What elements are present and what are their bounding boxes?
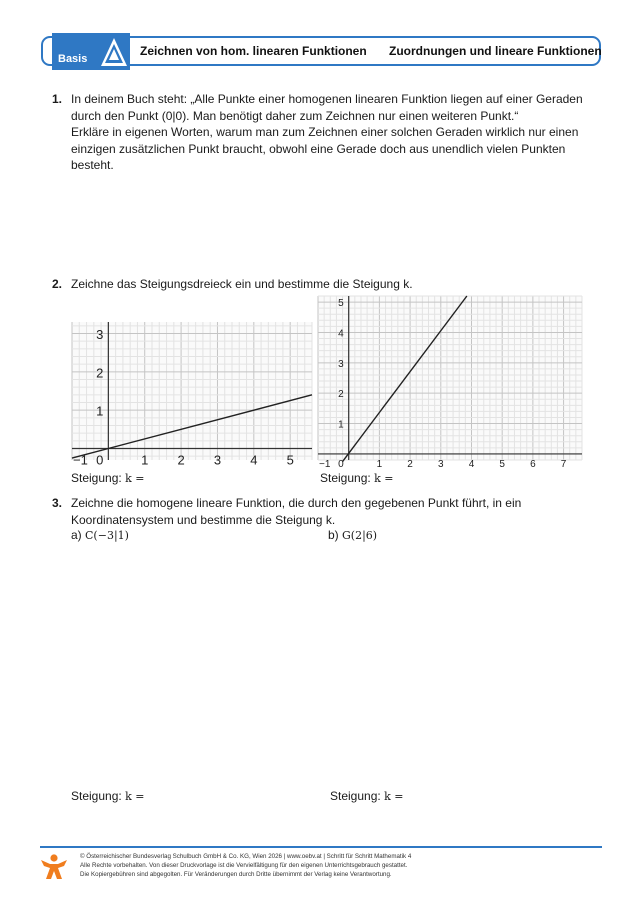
task-2-text: Zeichne das Steigungsdreieck ein und bestimme die Steigung k. [71, 277, 413, 291]
x-tick-label: 5 [286, 452, 294, 468]
y-tick-label: 5 [338, 298, 344, 310]
x-tick-label: 2 [177, 452, 185, 468]
y-tick-label: 4 [338, 328, 344, 340]
publisher-logo-icon [40, 853, 68, 886]
task-1-line: In deinem Buch steht: „Alle Punkte einer homogenen linearen Funktion liegen auf einer Geraden [71, 92, 583, 106]
task-3-line: Zeichne die homogene lineare Funktion, die durch den gegebenen Punkt führt, in ein [71, 496, 522, 510]
x-tick-label: 4 [468, 458, 475, 470]
task-1-line: durch den Punkt (0|0). Man benötigt daher zum Zeichnen nur einen weiteren Punkt.“ [71, 108, 519, 123]
task-1-line: Erkläre in eigenen Worten, warum man zum Zeichnen einer solchen Geraden wirklich nur einen [71, 125, 579, 139]
x-tick-label: 5 [499, 458, 505, 470]
x-tick-label: 7 [560, 458, 567, 470]
part-a-label: a) [71, 528, 82, 542]
slope-answer-3a [71, 788, 144, 806]
x-tick-label: 1 [141, 452, 149, 468]
footer-divider [40, 846, 602, 848]
slope-variable: k = [125, 472, 145, 485]
task-1-line: besteht. [71, 158, 114, 172]
slope-label: Steigung: [320, 471, 371, 485]
y-tick-label: 1 [96, 403, 104, 419]
slope-answer-3b [330, 788, 403, 806]
slope-variable: k = [384, 790, 404, 803]
slope-variable: k = [374, 472, 394, 485]
slope-label: Steigung: [71, 471, 122, 485]
task-3-text [71, 495, 521, 528]
x-tick-label: 1 [376, 458, 383, 470]
footer-copyright: © Österreichischer Bundesverlag Schulbuch GmbH & Co. KG, Wien 2026 | www.oebv.at | Schritt für Schritt Mathematik 4 [80, 853, 412, 860]
task-1-line: einzigen zusätzlichen Punkt braucht, obwohl eine Gerade doch aus unendlich vielen Punkten [71, 141, 566, 156]
part-b-label: b) [328, 528, 339, 542]
slope-answer-graph-b [320, 470, 393, 488]
footer-rights: Alle Rechte vorbehalten. Von dieser Druckvorlage ist die Vervielfältigung für den eigenen Unterrichtsgebrauch gestattet. [80, 862, 408, 869]
origin-label: 0 [338, 458, 344, 470]
point-c: C(−3|1) [85, 529, 129, 542]
slope-variable: k = [125, 790, 145, 803]
task-3-number: 3. [52, 496, 63, 510]
task-2-number: 2. [52, 277, 63, 291]
graph-b [318, 296, 582, 470]
triangle-logo-icon [100, 36, 128, 73]
footer-fees: Die Kopiergebühren sind abgegolten. Für Veränderungen durch Dritte übernimmt der Verlag keine Verantwortung. [80, 871, 392, 878]
negative-tick-label: −1 [319, 458, 331, 470]
slope-label: Steigung: [71, 789, 122, 803]
slope-label: Steigung: [330, 789, 381, 803]
badge-label: Basis [58, 53, 88, 65]
x-tick-label: 6 [530, 458, 536, 470]
x-tick-label: 3 [438, 458, 444, 470]
y-tick-label: 2 [96, 365, 104, 381]
point-g: G(2|6) [342, 529, 378, 542]
graph-a [72, 322, 312, 468]
negative-tick-label: −1 [73, 452, 88, 468]
slope-answer-graph-a [71, 470, 144, 488]
worksheet-title: Zeichnen von hom. linearen Funktionen [140, 44, 367, 58]
x-tick-label: 4 [250, 452, 258, 468]
task-3-line: Koordinatensystem und bestimme die Steigung k. [71, 512, 336, 527]
task-1-number: 1. [52, 92, 63, 106]
task-3b [328, 527, 377, 545]
x-tick-label: 2 [407, 458, 413, 470]
y-tick-label: 2 [338, 389, 344, 401]
task-1-text [71, 91, 583, 174]
y-tick-label: 3 [96, 327, 104, 342]
y-tick-label: 3 [338, 358, 344, 370]
chapter-title: Zuordnungen und lineare Funktionen [389, 44, 602, 58]
x-tick-label: 3 [213, 452, 222, 468]
y-tick-label: 1 [338, 419, 344, 431]
task-3a [71, 527, 129, 545]
origin-label: 0 [96, 452, 104, 468]
